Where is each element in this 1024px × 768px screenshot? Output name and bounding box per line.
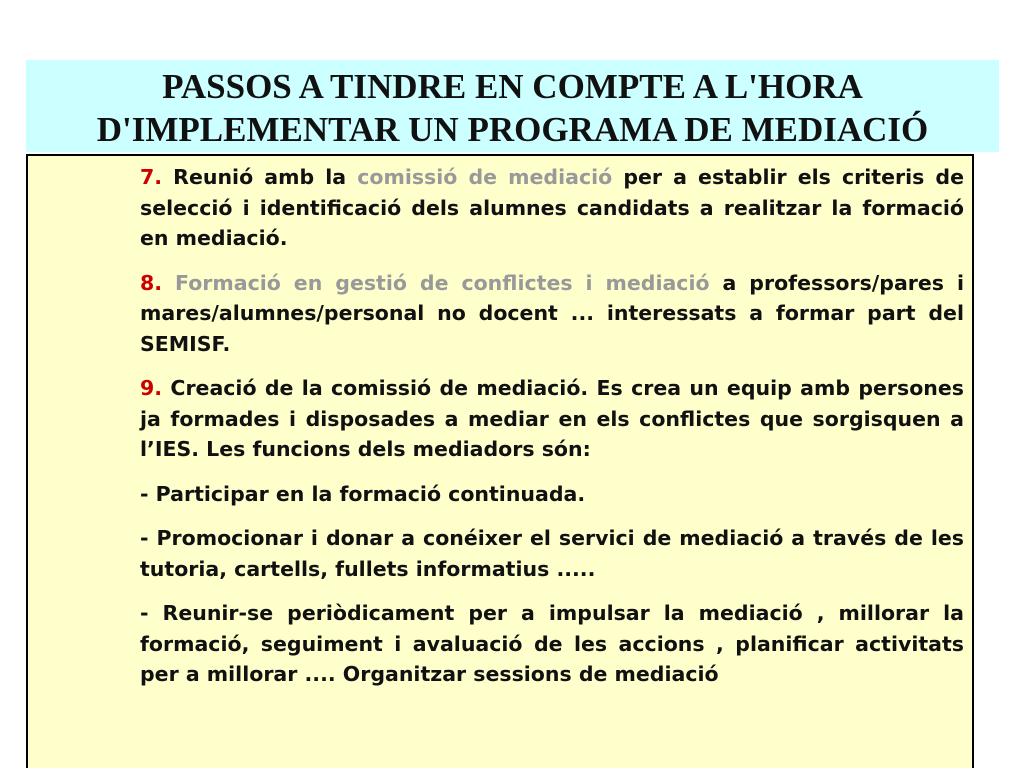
step-8 [140, 268, 964, 360]
step-text: Creació de la comissió de mediació. Es crea un equip amb persones ja formades i disposades a mediar en els conflictes que sorgisquen a l’IES. Les funcions dels mediadors són: [140, 376, 964, 461]
step-7 [140, 162, 964, 254]
title-line-1: PASSOS A TINDRE EN COMPTE A L'HORA [162, 67, 863, 106]
step-highlight: Formació en gestió de conflictes i mediació [175, 270, 710, 295]
step-text: Reunió amb la [162, 165, 358, 189]
step-text: per a establir els criteris de selecció i identificació dels alumnes candidats a realitzar la formació en mediació. [140, 165, 964, 250]
step-number: 7. [140, 165, 163, 189]
step-text [162, 271, 175, 295]
step-number: 8. [140, 270, 163, 295]
step-number: 9. [140, 376, 163, 400]
steps-list [140, 162, 964, 704]
slide-title [26, 60, 999, 152]
step-highlight: comissió de mediació [357, 165, 613, 189]
function-item-1: - Participar en la formació continuada. [140, 481, 586, 506]
step-9 [140, 373, 964, 465]
function-item-2: - Promocionar i donar a conéixer el servici de mediació a través de les tutoria, cartells, fullets informatius ..... [140, 526, 964, 581]
step-text: a professors/pares i mares/alumnes/personal no docent ... interessats a formar part del SEMISF. [140, 270, 964, 356]
title-line-2: D'IMPLEMENTAR UN PROGRAMA DE MEDIACIÓ [96, 110, 929, 149]
function-item-3: - Reunir-se periòdicament per a impulsar la mediació , millorar la formació, seguiment i avaluació de les accions , planificar activitats per a millorar .... Organitzar sessions de mediació [140, 601, 964, 686]
content-panel [26, 154, 974, 768]
